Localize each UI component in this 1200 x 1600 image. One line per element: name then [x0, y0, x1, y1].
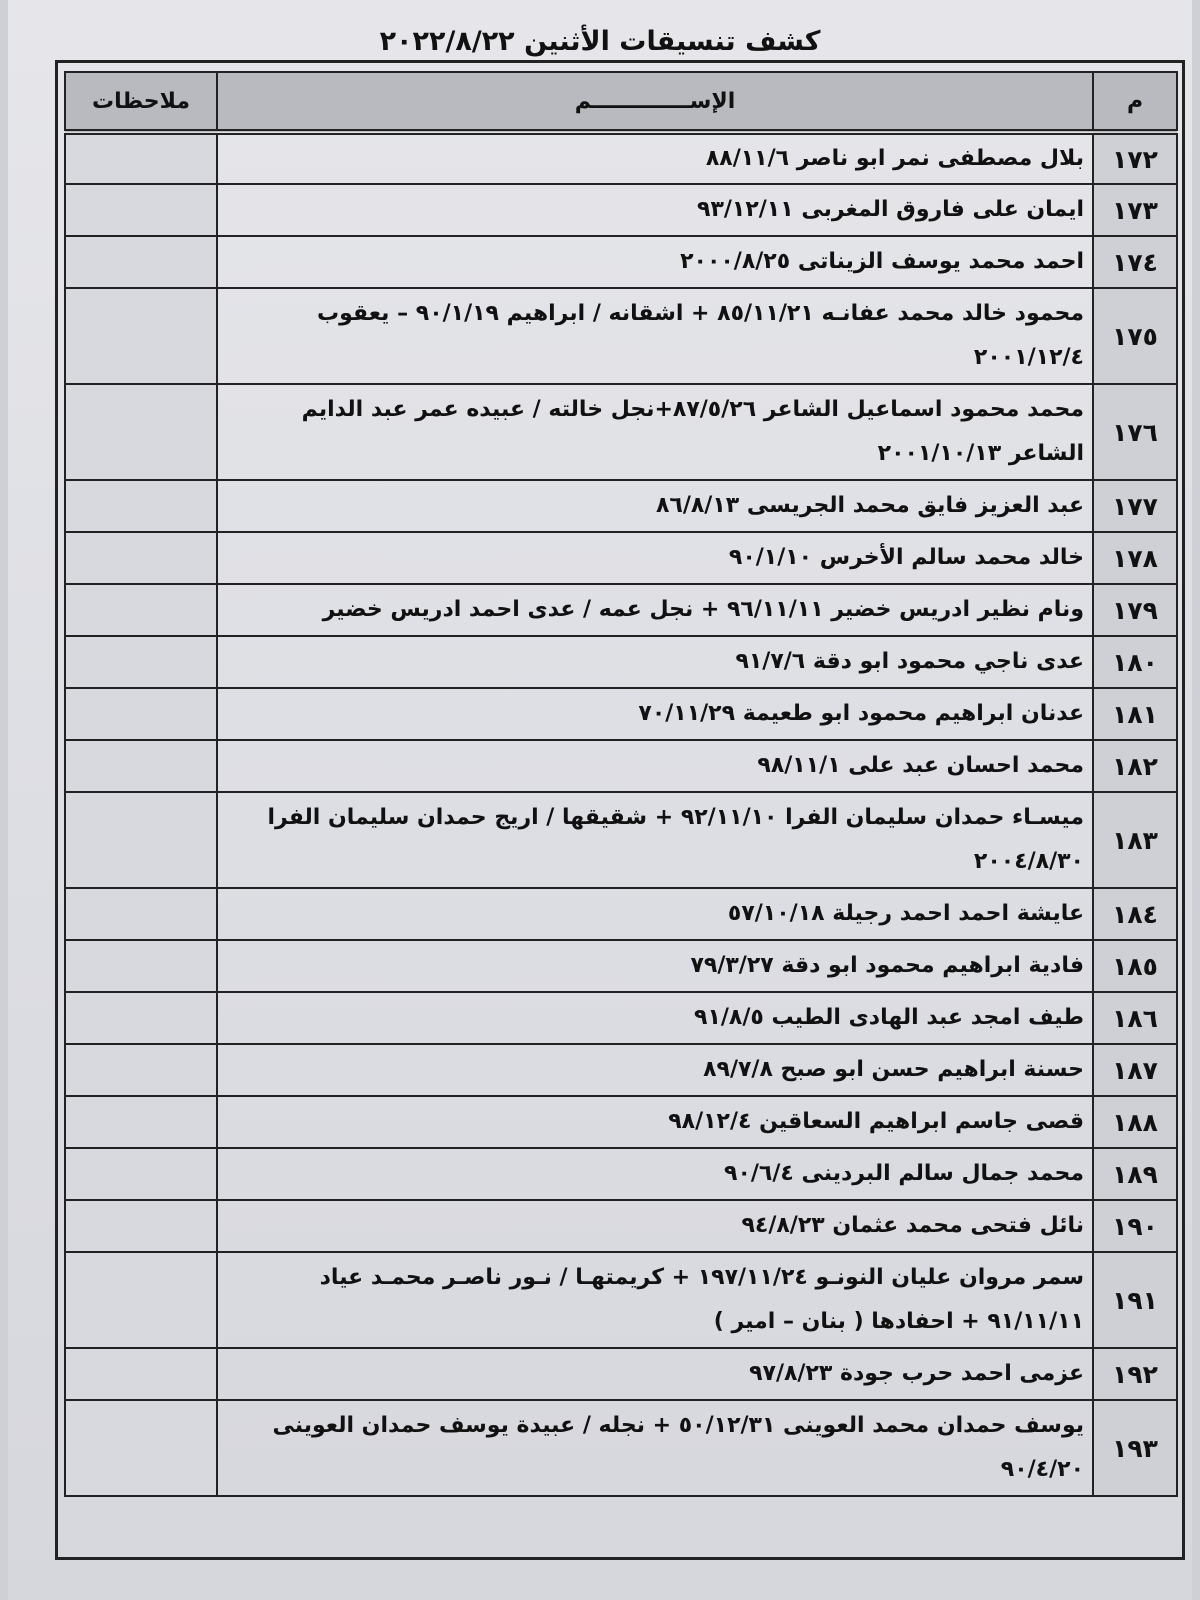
row-name: عزمى احمد حرب جودة ٩٧/٨/٢٣ — [217, 1348, 1093, 1400]
row-name: محمود خالد محمد عفانـه ٨٥/١١/٢١ + اشقانه / ابراهيم ٩٠/١/١٩ – يعقوب ٢٠٠١/١٢/٤ — [217, 288, 1093, 384]
row-name: عايشة احمد احمد رجيلة ٥٧/١٠/١٨ — [217, 888, 1093, 940]
row-number: ١٩٢ — [1093, 1348, 1177, 1400]
row-name: بلال مصطفى نمر ابو ناصر ٨٨/١١/٦ — [217, 132, 1093, 184]
row-notes — [65, 1252, 217, 1348]
row-notes — [65, 636, 217, 688]
row-number: ١٧٣ — [1093, 184, 1177, 236]
header-number: م — [1093, 72, 1177, 132]
document-sheet — [8, 0, 1192, 1600]
table-row — [65, 480, 1177, 532]
row-number: ١٨٧ — [1093, 1044, 1177, 1096]
table-row — [65, 1096, 1177, 1148]
table-row — [65, 888, 1177, 940]
table-row — [65, 940, 1177, 992]
row-notes — [65, 532, 217, 584]
table-row — [65, 236, 1177, 288]
table-row — [65, 1200, 1177, 1252]
table-row — [65, 184, 1177, 236]
row-notes — [65, 184, 217, 236]
row-name: فادية ابراهيم محمود ابو دقة ٧٩/٣/٢٧ — [217, 940, 1093, 992]
row-name: خالد محمد سالم الأخرس ٩٠/١/١٠ — [217, 532, 1093, 584]
row-notes — [65, 1096, 217, 1148]
table-row — [65, 132, 1177, 184]
row-name: قصى جاسم ابراهيم السعاقين ٩٨/١٢/٤ — [217, 1096, 1093, 1148]
row-name: طيف امجد عبد الهادى الطيب ٩١/٨/٥ — [217, 992, 1093, 1044]
table-row — [65, 288, 1177, 384]
row-number: ١٨٤ — [1093, 888, 1177, 940]
row-notes — [65, 1044, 217, 1096]
row-number: ١٧٦ — [1093, 384, 1177, 480]
row-notes — [65, 940, 217, 992]
row-number: ١٩٣ — [1093, 1400, 1177, 1496]
table-row — [65, 1400, 1177, 1496]
row-notes — [65, 688, 217, 740]
table-row — [65, 992, 1177, 1044]
row-name: احمد محمد يوسف الزيناتى ٢٠٠٠/٨/٢٥ — [217, 236, 1093, 288]
row-notes — [65, 384, 217, 480]
table-row — [65, 584, 1177, 636]
row-number: ١٨٨ — [1093, 1096, 1177, 1148]
row-name: سمر مروان عليان النونـو ١٩٧/١١/٢٤ + كريمتهـا / نـور ناصـر محمـد عياد ٩١/١١/١١ + احفادها ( بنان – امير ) — [217, 1252, 1093, 1348]
row-name: نائل فتحى محمد عثمان ٩٤/٨/٢٣ — [217, 1200, 1093, 1252]
table-row — [65, 1252, 1177, 1348]
row-number: ١٧٤ — [1093, 236, 1177, 288]
table-header-row — [65, 72, 1177, 132]
row-number: ١٧٧ — [1093, 480, 1177, 532]
row-name: عدنان ابراهيم محمود ابو طعيمة ٧٠/١١/٢٩ — [217, 688, 1093, 740]
row-number: ١٩١ — [1093, 1252, 1177, 1348]
row-notes — [65, 792, 217, 888]
row-number: ١٧٨ — [1093, 532, 1177, 584]
row-name: حسنة ابراهيم حسن ابو صبح ٨٩/٧/٨ — [217, 1044, 1093, 1096]
row-notes — [65, 584, 217, 636]
row-name: ميسـاء حمدان سليمان الفرا ٩٢/١١/١٠ + شقيقها / اريج حمدان سليمان الفرا ٢٠٠٤/٨/٣٠ — [217, 792, 1093, 888]
row-name: يوسف حمدان محمد العوينى ٥٠/١٢/٣١ + نجله / عبيدة يوسف حمدان العوينى ٩٠/٤/٢٠ — [217, 1400, 1093, 1496]
row-number: ١٨٣ — [1093, 792, 1177, 888]
header-name: الإســـــــــــــم — [217, 72, 1093, 132]
row-notes — [65, 288, 217, 384]
row-name: عدى ناجي محمود ابو دقة ٩١/٧/٦ — [217, 636, 1093, 688]
table-frame — [55, 60, 1185, 1560]
row-number: ١٧٥ — [1093, 288, 1177, 384]
row-name: محمد جمال سالم البردينى ٩٠/٦/٤ — [217, 1148, 1093, 1200]
row-notes — [65, 480, 217, 532]
table-row — [65, 384, 1177, 480]
row-notes — [65, 992, 217, 1044]
row-notes — [65, 740, 217, 792]
row-notes — [65, 1400, 217, 1496]
header-notes: ملاحظات — [65, 72, 217, 132]
row-number: ١٨٠ — [1093, 636, 1177, 688]
document-title: كشف تنسيقات الأثنين ٢٠٢٢/٨/٢٢ — [379, 26, 821, 57]
row-name: ونام نظير ادريس خضير ٩٦/١١/١١ + نجل عمه / عدى احمد ادريس خضير — [217, 584, 1093, 636]
table-row — [65, 1044, 1177, 1096]
row-name: ايمان على فاروق المغربى ٩٣/١٢/١١ — [217, 184, 1093, 236]
table-row — [65, 532, 1177, 584]
table-row — [65, 792, 1177, 888]
row-notes — [65, 236, 217, 288]
row-number: ١٧٩ — [1093, 584, 1177, 636]
row-notes — [65, 1348, 217, 1400]
table-row — [65, 636, 1177, 688]
table-row — [65, 740, 1177, 792]
row-name: محمد احسان عبد على ٩٨/١١/١ — [217, 740, 1093, 792]
row-number: ١٨٢ — [1093, 740, 1177, 792]
row-notes — [65, 1200, 217, 1252]
table-row — [65, 1348, 1177, 1400]
row-notes — [65, 1148, 217, 1200]
row-name: محمد محمود اسماعيل الشاعر ٨٧/٥/٢٦+نجل خالته / عبيده عمر عبد الدايم الشاعر ٢٠٠١/١٠/١٣ — [217, 384, 1093, 480]
row-number: ١٨٩ — [1093, 1148, 1177, 1200]
table-row — [65, 1148, 1177, 1200]
row-number: ١٧٢ — [1093, 132, 1177, 184]
row-number: ١٨٦ — [1093, 992, 1177, 1044]
table-row — [65, 688, 1177, 740]
row-notes — [65, 132, 217, 184]
row-number: ١٩٠ — [1093, 1200, 1177, 1252]
row-notes — [65, 888, 217, 940]
row-number: ١٨١ — [1093, 688, 1177, 740]
names-table — [64, 71, 1178, 1497]
row-number: ١٨٥ — [1093, 940, 1177, 992]
row-name: عبد العزيز فايق محمد الجريسى ٨٦/٨/١٣ — [217, 480, 1093, 532]
